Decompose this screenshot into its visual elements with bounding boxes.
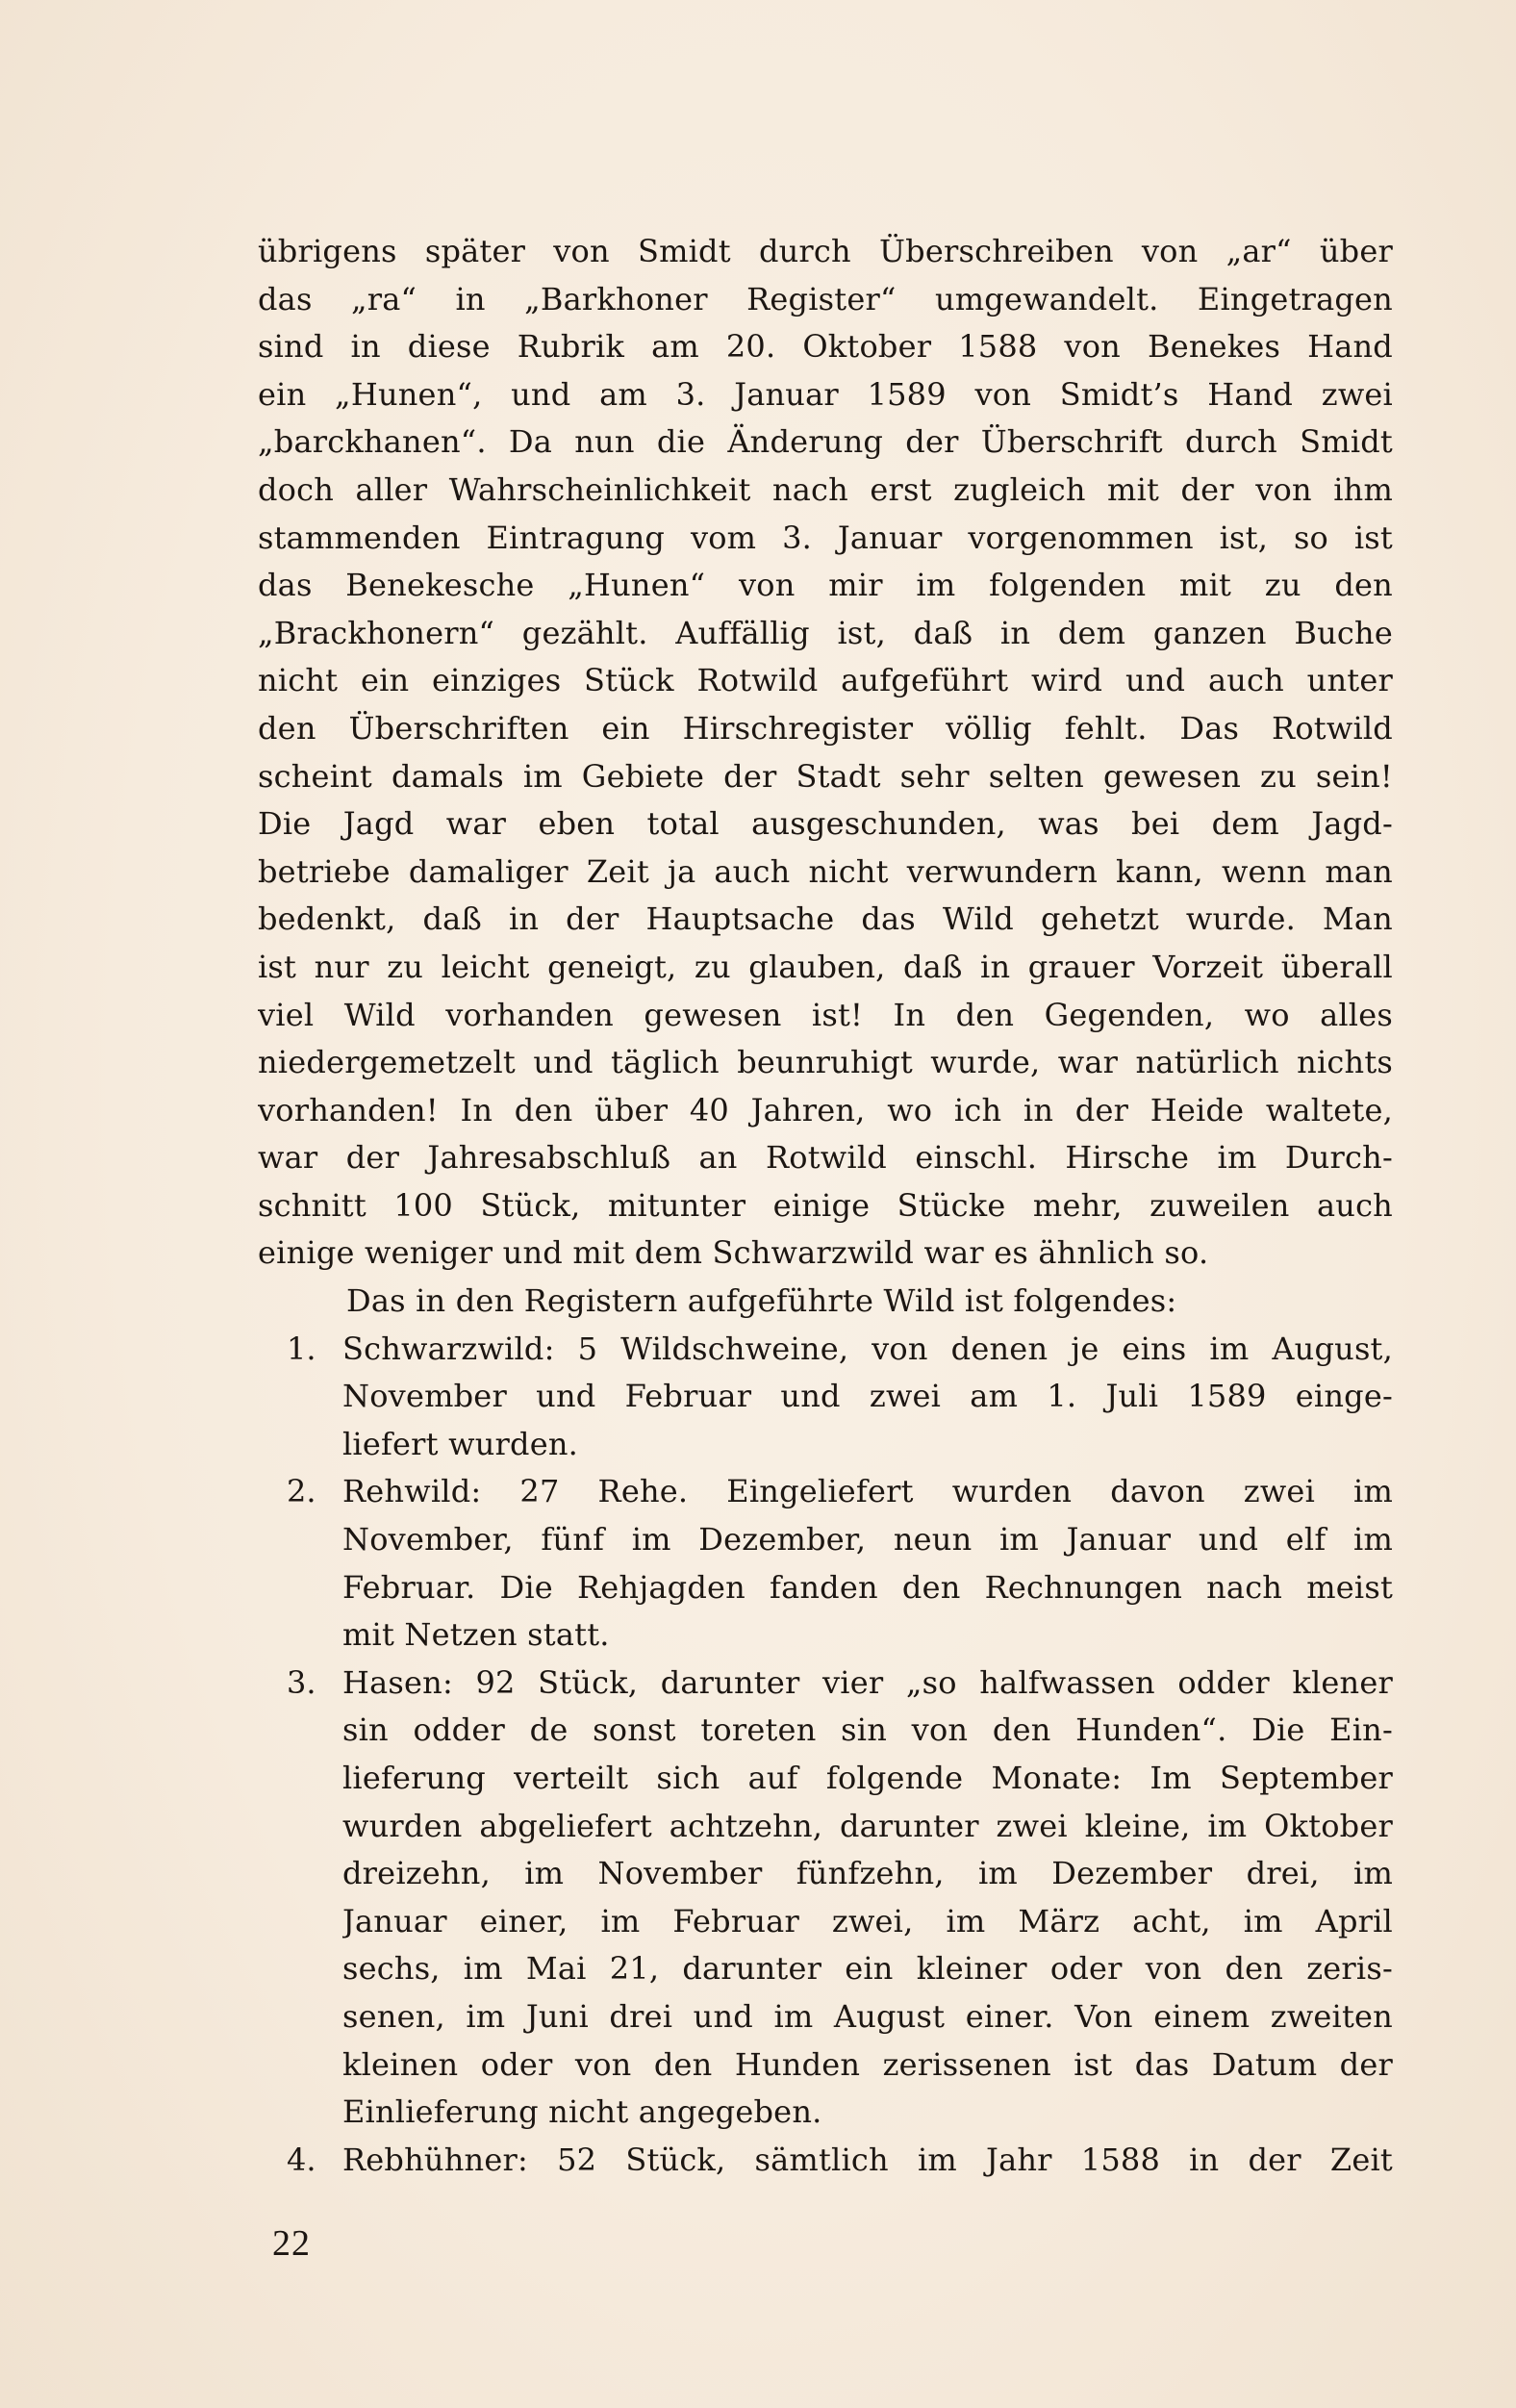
list-item: [258, 1660, 1393, 2137]
paragraph-line: „Brackhonern“ gezählt. Auffällig ist, daß in dem ganzen Buche: [258, 614, 1393, 651]
list-item-line: senen, im Juni drei und im August einer. Von einem zweiten: [342, 1997, 1393, 2035]
list-item: [258, 1326, 1393, 1469]
paragraph-line: sind in diese Rubrik am 20. Oktober 1588 von Benekes Hand: [258, 328, 1393, 366]
paragraph-line: das Benekesche „Hunen“ von mir im folgenden mit zu den: [258, 567, 1393, 604]
list-item: [258, 2137, 1393, 2185]
list-item-line: lieferung verteilt sich auf folgende Monate: Im September: [342, 1760, 1393, 1796]
list-item-line: November und Februar und zwei am 1. Juli 1589 einge-: [342, 1378, 1393, 1415]
paragraph-line: ist nur zu leicht geneigt, zu glauben, daß in grauer Vorzeit überall: [258, 948, 1393, 985]
main-paragraph: [258, 228, 1393, 1278]
list-item-line: Januar einer, im Februar zwei, im März acht, im April: [342, 1902, 1393, 1939]
list-item-line: Rehwild: 27 Rehe. Eingeliefert wurden davon zwei im: [342, 1473, 1393, 1510]
list-item-line: kleinen oder von den Hunden zerissenen ist das Datum der: [342, 2045, 1393, 2083]
paragraph-line: niedergemetzelt und täglich beunruhigt wurde, war natürlich nichts: [258, 1044, 1393, 1081]
list-item-line: Schwarzwild: 5 Wildschweine, von denen je eins im August,: [342, 1330, 1393, 1367]
page-number: 22: [272, 2223, 311, 2264]
list-item-line: sin odder de sonst toreten sin von den Hunden“. Die Ein-: [342, 1711, 1393, 1749]
wild-list: [258, 1326, 1393, 2185]
body-text: [258, 228, 1393, 2184]
paragraph-line: Die Jagd war eben total ausgeschunden, was bei dem Jagd-: [258, 805, 1393, 843]
paragraph-line: übrigens später von Smidt durch Überschreiben von „ar“ über: [258, 233, 1393, 269]
list-item-line: Februar. Die Rehjagden fanden den Rechnungen nach meist: [342, 1568, 1393, 1606]
list-item-line: Einlieferung nicht angegeben.: [342, 2093, 822, 2131]
list-item-line: liefert wurden.: [342, 1425, 579, 1462]
list-item-line: Hasen: 92 Stück, darunter vier „so halfwassen odder klener: [342, 1663, 1393, 1701]
paragraph-line: „barckhanen“. Da nun die Änderung der Überschrift durch Smidt: [258, 423, 1393, 461]
list-item-number: 1.: [287, 1330, 316, 1367]
list-item-line: November, fünf im Dezember, neun im Januar und elf im: [342, 1521, 1393, 1559]
list-item-line: sechs, im Mai 21, darunter ein kleiner oder von den zeris-: [342, 1950, 1393, 1988]
paragraph-line: vorhanden! In den über 40 Jahren, wo ich in der Heide waltete,: [258, 1091, 1393, 1128]
list-item-number: 4.: [287, 2141, 316, 2178]
list-item-line: Rebhühner: 52 Stück, sämtlich im Jahr 1588 in der Zeit: [342, 2141, 1393, 2178]
intro-line: Das in den Registern aufgeführte Wild ist folgendes:: [346, 1282, 1177, 1320]
list-item-number: 3.: [287, 1663, 316, 1701]
paragraph-line: scheint damals im Gebiete der Stadt sehr selten gewesen zu sein!: [258, 757, 1393, 795]
list-item-line: mit Netzen statt.: [342, 1616, 610, 1654]
list-item-number: 2.: [287, 1473, 316, 1510]
paragraph-line: das „ra“ in „Barkhoner Register“ umgewandelt. Eingetragen: [258, 280, 1393, 317]
list-item-line: wurden abgeliefert achtzehn, darunter zwei kleine, im Oktober: [342, 1807, 1393, 1844]
paragraph-line: ein „Hunen“, und am 3. Januar 1589 von Smidt’s Hand zwei: [258, 375, 1393, 413]
paragraph-line: war der Jahresabschluß an Rotwild einschl. Hirsche im Durch-: [258, 1139, 1393, 1177]
paragraph-line: doch aller Wahrscheinlichkeit nach erst zugleich mit der von ihm: [258, 470, 1393, 508]
paragraph-line: einige weniger und mit dem Schwarzwild war es ähnlich so.: [258, 1234, 1209, 1272]
paragraph-line: bedenkt, daß in der Hauptsache das Wild gehetzt wurde. Man: [258, 900, 1393, 938]
paragraph-line: schnitt 100 Stück, mitunter einige Stücke mehr, zuweilen auch: [258, 1186, 1393, 1224]
paragraph-line: nicht ein einziges Stück Rotwild aufgeführt wird und auch unter: [258, 662, 1393, 699]
list-item-line: dreizehn, im November fünfzehn, im Dezember drei, im: [342, 1855, 1393, 1892]
paragraph-line: stammenden Eintragung vom 3. Januar vorgenommen ist, so ist: [258, 519, 1393, 556]
list-item: [258, 1468, 1393, 1659]
paragraph-line: viel Wild vorhanden gewesen ist! In den Gegenden, wo alles: [258, 996, 1393, 1033]
paragraph-line: betriebe damaliger Zeit ja auch nicht verwundern kann, wenn man: [258, 852, 1393, 890]
paragraph-line: den Überschriften ein Hirschregister völlig fehlt. Das Rotwild: [258, 709, 1393, 747]
